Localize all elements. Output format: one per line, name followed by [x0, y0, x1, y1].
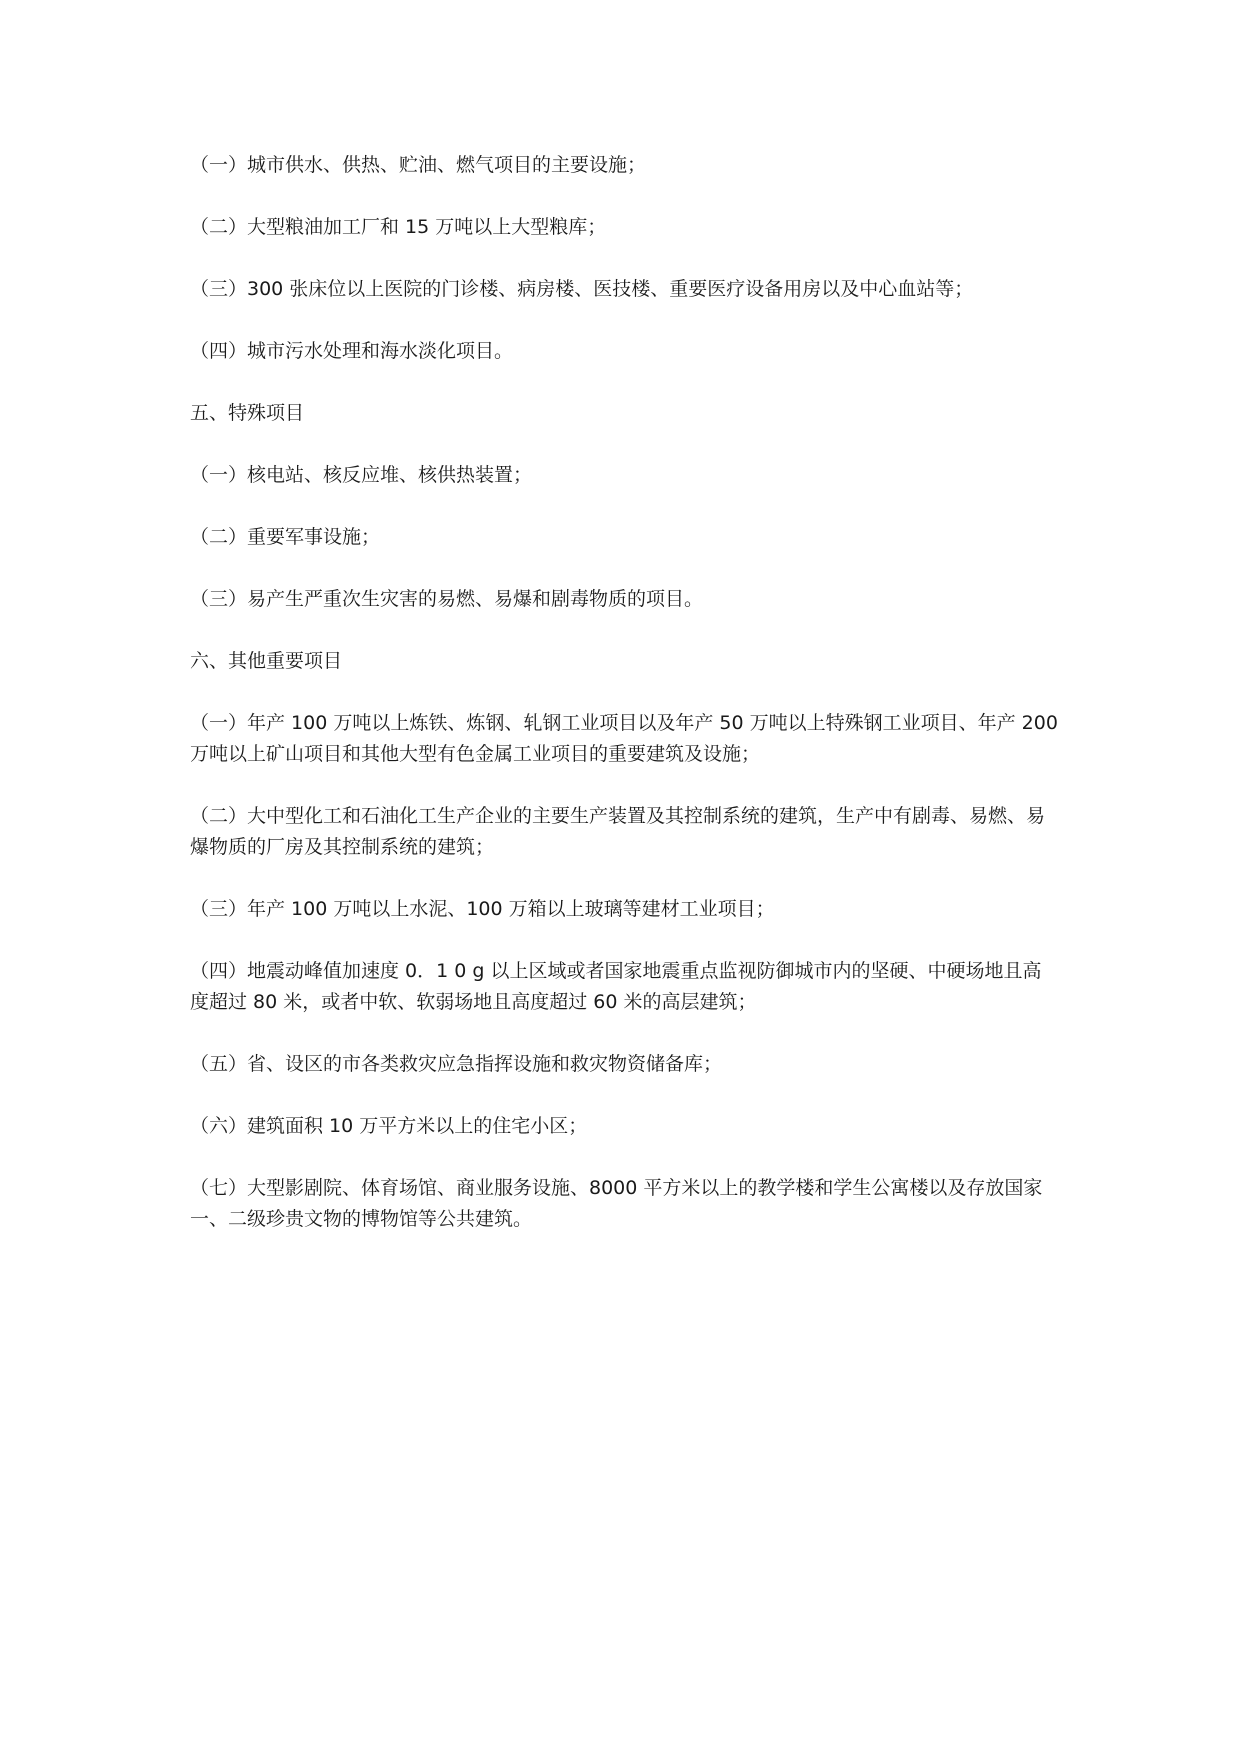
list-item: （七）大型影剧院、体育场馆、商业服务设施、8000 平方米以上的教学楼和学生公寓楼以及存放国家一、二级珍贵文物的博物馆等公共建筑。 — [190, 1177, 1043, 1230]
list-item: （五）省、设区的市各类救灾应急指挥设施和救灾物资储备库； — [190, 1053, 723, 1075]
list-item: （三）易产生严重次生灾害的易燃、易爆和剧毒物质的项目。 — [190, 588, 704, 610]
list-item: （六）建筑面积 10 万平方米以上的住宅小区； — [190, 1115, 588, 1137]
list-item: （二）大型粮油加工厂和 15 万吨以上大型粮库； — [190, 216, 607, 238]
list-item: （一）年产 100 万吨以上炼铁、炼钢、轧钢工业项目以及年产 50 万吨以上特殊钢工业项目、年产 200 万吨以上矿山项目和其他大型有色金属工业项目的重要建筑及设施； — [190, 712, 1058, 765]
section-heading: 六、其他重要项目 — [190, 650, 343, 672]
section-heading: 五、特殊项目 — [190, 402, 305, 424]
list-item: （二）重要军事设施； — [190, 526, 381, 548]
list-item: （一）城市供水、供热、贮油、燃气项目的主要设施； — [190, 154, 647, 176]
list-item: （二）大中型化工和石油化工生产企业的主要生产装置及其控制系统的建筑，生产中有剧毒、易燃、易爆物质的厂房及其控制系统的建筑； — [190, 805, 1046, 858]
list-item: （三）年产 100 万吨以上水泥、100 万箱以上玻璃等建材工业项目； — [190, 898, 775, 920]
list-item: （四）地震动峰值加速度 0．1 0 g 以上区域或者国家地震重点监视防御城市内的坚硬、中硬场地且高度超过 80 米，或者中软、软弱场地且高度超过 60 米的高层建筑； — [190, 960, 1042, 1013]
list-item: （一）核电站、核反应堆、核供热装置； — [190, 464, 533, 486]
document-body — [190, 150, 1060, 1266]
list-item: （三）300 张床位以上医院的门诊楼、病房楼、医技楼、重要医疗设备用房以及中心血站等； — [190, 278, 974, 300]
list-item: （四）城市污水处理和海水淡化项目。 — [190, 340, 514, 362]
